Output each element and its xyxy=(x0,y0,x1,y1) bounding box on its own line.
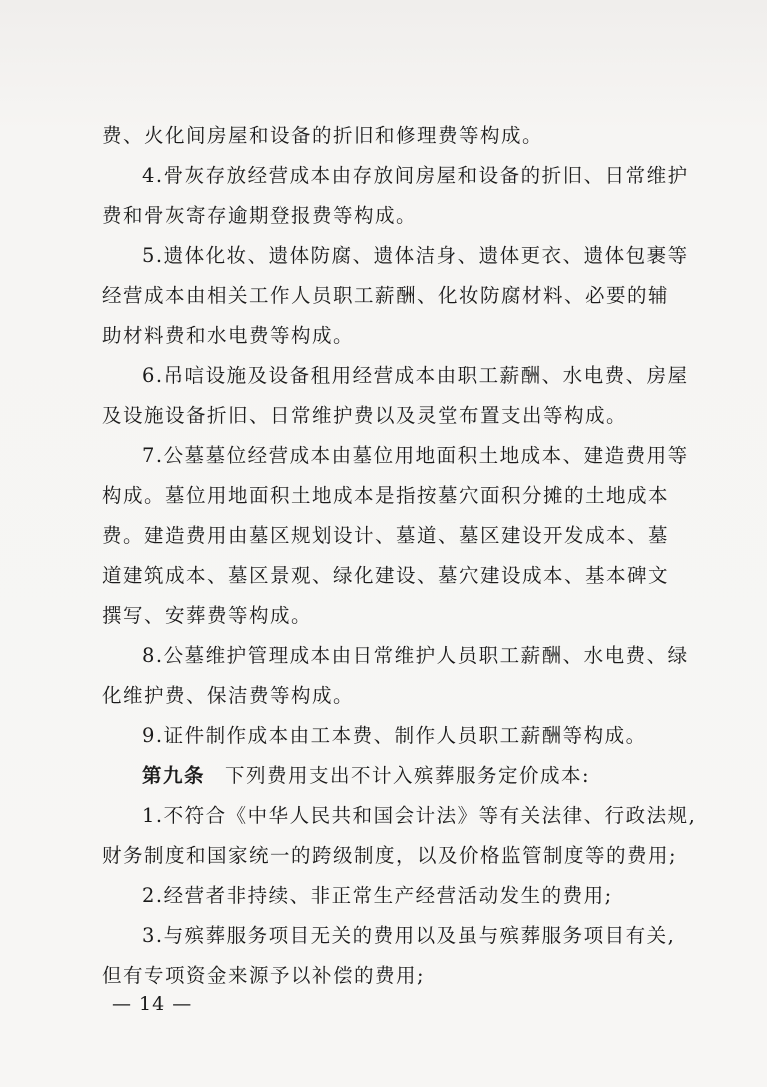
text-line: 财务制度和国家统一的跨级制度，以及价格监管制度等的费用; xyxy=(102,844,678,867)
article-title: 第九条 xyxy=(142,764,206,787)
text-line: 费和骨灰寄存逾期登报费等构成。 xyxy=(102,204,418,227)
page-number: — 14 — xyxy=(112,993,193,1015)
text-line: 2.经营者非持续、非正常生产经营活动发生的费用; xyxy=(142,884,613,907)
text-line: 3.与殡葬服务项目无关的费用以及虽与殡葬服务项目有关, xyxy=(142,924,676,947)
text-line: 化维护费、保洁费等构成。 xyxy=(102,684,355,707)
text-line: 道建筑成本、墓区景观、绿化建设、墓穴建设成本、基本碑文 xyxy=(102,564,670,587)
text-line: 8.公墓维护管理成本由日常维护人员职工薪酬、水电费、绿 xyxy=(142,644,689,667)
text-line: 5.遗体化妆、遗体防腐、遗体洁身、遗体更衣、遗体包裹等 xyxy=(142,244,689,267)
text-line: 4.骨灰存放经营成本由存放间房屋和设备的折旧、日常维护 xyxy=(142,164,689,187)
text-line: 9.证件制作成本由工本费、制作人员职工薪酬等构成。 xyxy=(142,724,647,747)
text-line: 助材料费和水电费等构成。 xyxy=(102,324,355,347)
text-line: 1.不符合《中华人民共和国会计法》等有关法律、行政法规, xyxy=(142,804,697,827)
text-line: 但有专项资金来源予以补偿的费用; xyxy=(102,964,426,987)
text-line: 费。建造费用由墓区规划设计、墓道、墓区建设开发成本、墓 xyxy=(102,524,670,547)
text-line: 及设施设备折旧、日常维护费以及灵堂布置支出等构成。 xyxy=(102,404,628,427)
article-heading-line xyxy=(142,766,590,786)
text-line: 构成。墓位用地面积土地成本是指按墓穴面积分摊的土地成本 xyxy=(102,484,670,507)
text-line: 费、火化间房屋和设备的折旧和修理费等构成。 xyxy=(102,124,544,147)
text-line: 7.公墓墓位经营成本由墓位用地面积土地成本、建造费用等 xyxy=(142,444,689,467)
text-line: 6.吊唁设施及设备租用经营成本由职工薪酬、水电费、房屋 xyxy=(142,364,689,387)
article-text: 下列费用支出不计入殡葬服务定价成本: xyxy=(225,764,591,787)
text-line: 经营成本由相关工作人员职工薪酬、化妆防腐材料、必要的辅 xyxy=(102,284,670,307)
text-line: 撰写、安葬费等构成。 xyxy=(102,604,313,627)
